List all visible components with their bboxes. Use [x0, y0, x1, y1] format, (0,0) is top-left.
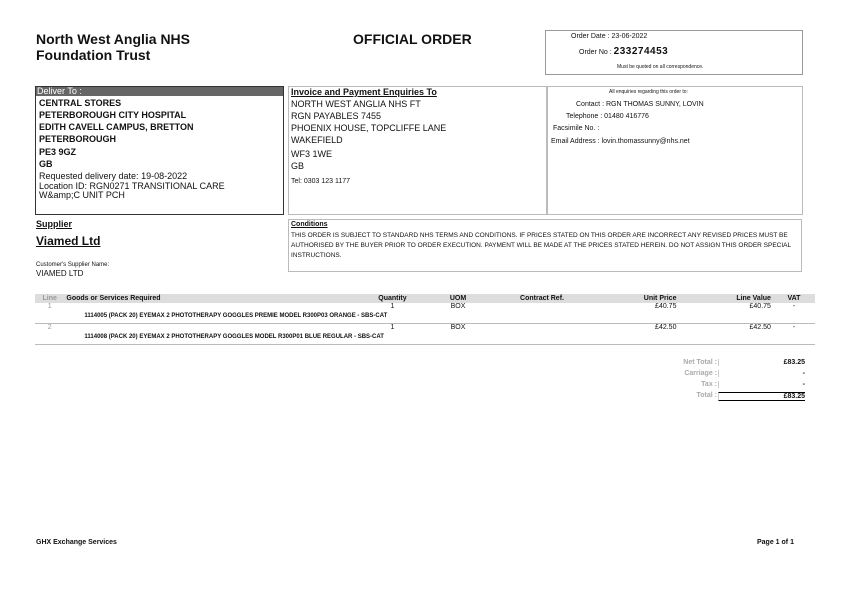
location-id: Location ID: RGN0271 TRANSITIONAL CARE [39, 181, 225, 191]
deliver-line2: PETERBOROUGH CITY HOSPITAL [39, 110, 187, 120]
line-contract-ref [500, 324, 584, 335]
deliver-postcode: PE3 9GZ [39, 147, 77, 157]
order-number [579, 46, 668, 57]
location-unit: W&amp;C UNIT PCH [39, 190, 125, 200]
table-row [35, 324, 815, 335]
col-header-uom: UOM [416, 294, 500, 303]
table-row-description [35, 313, 815, 324]
net-total-value: £83.25 [718, 359, 805, 366]
total-row [665, 392, 805, 403]
invoice-box [288, 86, 548, 215]
contact-heading: All enquiries regarding this order to: [609, 89, 688, 95]
carriage-row [665, 370, 805, 381]
telephone-row [566, 113, 649, 120]
line-value: £40.75 [749, 303, 771, 310]
col-header-unit-price: Unit Price [584, 294, 678, 303]
requested-delivery-date: Requested delivery date: 19-08-2022 [39, 171, 188, 181]
invoice-line4: WAKEFIELD [291, 135, 343, 145]
invoice-address [291, 98, 446, 172]
order-date-label: Order Date : [571, 33, 610, 40]
line-vat: - [773, 324, 815, 335]
invoice-line3: PHOENIX HOUSE, TOPCLIFFE LANE [291, 123, 447, 133]
order-lines-table [35, 294, 815, 345]
deliver-line1: CENTRAL STORES [39, 98, 122, 108]
conditions-text: THIS ORDER IS SUBJECT TO STANDARD NHS TERMS AND CONDITIONS. IF PRICES STATED ON THIS ORDER ARE INCORRECT ANY REVISED PRICES MUST BE AUTHORISED BY THE BUYER PRIOR TO ORDER EXECUTION. PAYMENT WILL BE MADE AT THE PRICES STATED HEREIN. DO NOT ASSIGN THIS ORDER SPECIAL INSTRUCTIONS. [291, 232, 791, 259]
fax-label: Facsimile No. : [553, 125, 600, 132]
org-name-line2: Foundation Trust [36, 47, 151, 63]
contact-row [576, 101, 704, 108]
contact-box [546, 86, 803, 215]
page-number: Page 1 of 1 [757, 539, 794, 546]
telephone-value: 01480 416776 [604, 113, 649, 120]
line-description: 1114008 (PACK 20) EYEMAX 2 PHOTOTHERAPY GOGGLES MODEL R300P01 BLUE REGULAR - SBS-CAT [84, 334, 384, 340]
conditions-box [288, 219, 802, 272]
line-value: £42.50 [678, 324, 772, 335]
email-row [551, 138, 690, 145]
invoice-line2: RGN PAYABLES 7455 [291, 111, 382, 121]
table-row-description [35, 334, 815, 345]
line-uom: BOX [416, 324, 500, 335]
tax-label: Tax : [701, 381, 717, 388]
net-total-label: Net Total : [683, 359, 717, 366]
invoice-postcode: WF3 1WE [291, 149, 333, 159]
invoice-heading: Invoice and Payment Enquiries To [291, 87, 437, 97]
col-header-goods: Goods or Services Required [64, 294, 368, 303]
line-contract-ref [500, 303, 584, 313]
deliver-line3: EDITH CAVELL CAMPUS, BRETTON [39, 122, 194, 132]
customer-supplier-label: Customer's Supplier Name: [36, 262, 110, 268]
deliver-to-heading: Deliver To : [36, 87, 283, 96]
supplier-name: Viamed Ltd [36, 234, 101, 248]
footer-provider: GHX Exchange Services [36, 539, 117, 546]
order-date [571, 33, 647, 40]
col-header-vat: VAT [773, 294, 815, 303]
line-quantity: 1 [390, 303, 395, 310]
net-total-row [665, 359, 805, 370]
order-info-box [545, 30, 803, 75]
supplier-heading: Supplier [36, 219, 73, 229]
email-value: lovin.thomassunny@nhs.net [601, 138, 690, 145]
deliver-line4: PETERBOROUGH [39, 134, 117, 144]
invoice-line1: NORTH WEST ANGLIA NHS FT [291, 99, 421, 109]
totals-block [665, 359, 805, 403]
tax-row [665, 381, 805, 392]
invoice-telephone: Tel: 0303 123 1177 [291, 178, 351, 185]
line-number: 2 [35, 324, 64, 335]
deliver-to-box [35, 86, 284, 215]
quote-note: Must be quoted on all correspondence. [617, 64, 704, 70]
contact-value: RGN THOMAS SUNNY, LOVIN [605, 101, 704, 108]
col-header-line: Line [35, 294, 64, 303]
email-label: Email Address : [551, 138, 600, 145]
table-header-row [35, 294, 815, 303]
customer-supplier-value: VIAMED LTD [36, 269, 84, 278]
org-name-line1: North West Anglia NHS [36, 31, 191, 47]
order-date-value: 23-06-2022 [611, 33, 648, 40]
document-title: OFFICIAL ORDER [353, 31, 472, 47]
carriage-label: Carriage : [684, 370, 717, 377]
col-header-quantity: Quantity [369, 294, 416, 303]
contact-label: Contact : [576, 101, 605, 108]
col-header-line-value: Line Value [678, 294, 772, 303]
line-number: 1 [47, 303, 52, 310]
line-quantity: 1 [369, 324, 416, 335]
total-label: Total : [696, 392, 717, 399]
deliver-address [39, 97, 225, 200]
col-header-contract-ref: Contract Ref. [500, 294, 584, 303]
tax-value: - [718, 381, 805, 388]
organisation-name [36, 31, 190, 63]
deliver-country: GB [39, 159, 53, 169]
conditions-heading: Conditions [291, 221, 328, 228]
line-unit-price: £40.75 [655, 303, 677, 310]
telephone-label: Telephone : [566, 113, 603, 120]
line-vat: - [792, 303, 796, 310]
fax-row [553, 125, 599, 132]
carriage-value: - [718, 370, 805, 377]
line-unit-price: £42.50 [584, 324, 678, 335]
total-value: £83.25 [718, 392, 805, 401]
line-description: 1114005 (PACK 20) EYEMAX 2 PHOTOTHERAPY GOGGLES PREMIE MODEL R300P03 ORANGE - SBS-CAT [84, 313, 388, 319]
order-no-label: Order No : [579, 49, 612, 56]
table-row [35, 303, 815, 313]
line-uom: BOX [450, 303, 466, 310]
order-no-value: 233274453 [613, 46, 669, 57]
invoice-country: GB [291, 161, 305, 171]
